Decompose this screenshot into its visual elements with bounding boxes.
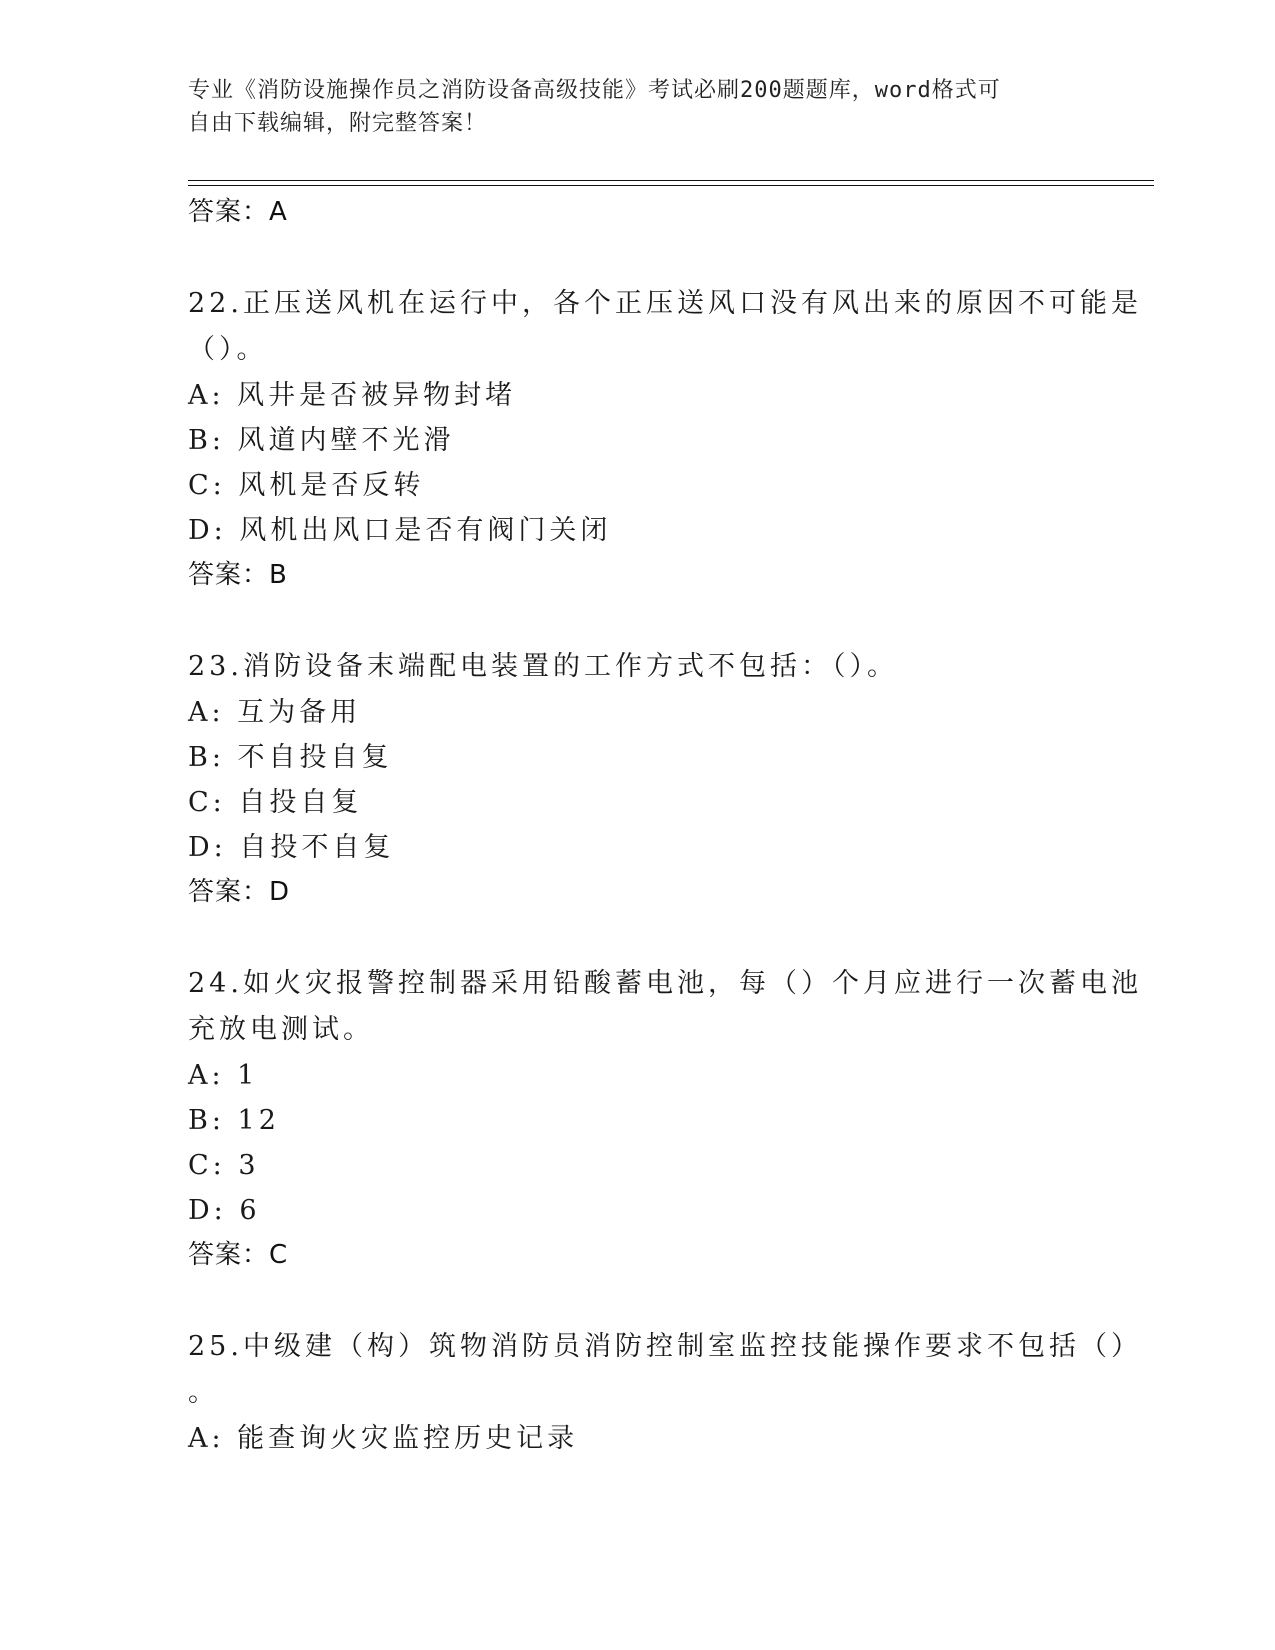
header-divider-top	[188, 180, 1154, 181]
answer-24: 答案：C	[188, 1240, 289, 1270]
stem-line: （）。	[188, 334, 268, 365]
question-23	[188, 644, 1088, 915]
stem-line: 24.如火灾报警控制器采用铅酸蓄电池，每（）个月应进行一次蓄电池	[188, 968, 1142, 999]
question-list	[188, 190, 1142, 1461]
answer-22: 答案：B	[188, 560, 288, 590]
spacer	[188, 915, 1088, 961]
option-a: A: 互为备用	[188, 697, 362, 728]
option-c: C: 风机是否反转	[188, 470, 425, 501]
document-header	[188, 74, 1068, 140]
stem-line: 充放电测试。	[188, 1014, 374, 1045]
answer-23: 答案：D	[188, 877, 291, 907]
stem-line: 。	[188, 1377, 219, 1408]
question-stem	[188, 644, 1088, 690]
spacer	[188, 1278, 1088, 1324]
question-stem	[188, 961, 1142, 1053]
spacer	[188, 235, 1088, 281]
stem-line: 25.中级建（构）筑物消防员消防控制室监控技能操作要求不包括（）	[188, 1331, 1142, 1362]
question-stem	[188, 281, 1142, 373]
question-stem	[188, 1324, 1142, 1416]
question-25	[188, 1324, 1142, 1461]
option-c: C: 自投自复	[188, 787, 363, 818]
spacer	[188, 598, 1088, 644]
option-d: D: 风机出风口是否有阀门关闭	[188, 515, 612, 546]
option-d: D: 自投不自复	[188, 832, 395, 863]
option-c: C: 3	[188, 1150, 260, 1181]
option-b: B: 不自投自复	[188, 742, 393, 773]
header-divider-bottom	[188, 185, 1154, 186]
option-d: D: 6	[188, 1195, 261, 1226]
stem-line: 23.消防设备末端配电装置的工作方式不包括：（）。	[188, 651, 898, 682]
answer-21: 答案：A	[188, 197, 288, 227]
option-b: B: 风道内壁不光滑	[188, 425, 455, 456]
question-24	[188, 961, 1142, 1278]
question-22	[188, 281, 1142, 598]
header-line-2: 自由下载编辑，附完整答案！	[188, 111, 488, 136]
stem-line: 22.正压送风机在运行中，各个正压送风口没有风出来的原因不可能是	[188, 288, 1142, 319]
option-a: A: 风井是否被异物封堵	[188, 380, 517, 411]
option-b: B: 12	[188, 1105, 280, 1136]
header-line-1: 专业《消防设施操作员之消防设备高级技能》考试必刷200题题库，word格式可	[188, 78, 1001, 103]
option-a: A: 能查询火灾监控历史记录	[188, 1423, 579, 1454]
option-a: A: 1	[188, 1060, 259, 1091]
